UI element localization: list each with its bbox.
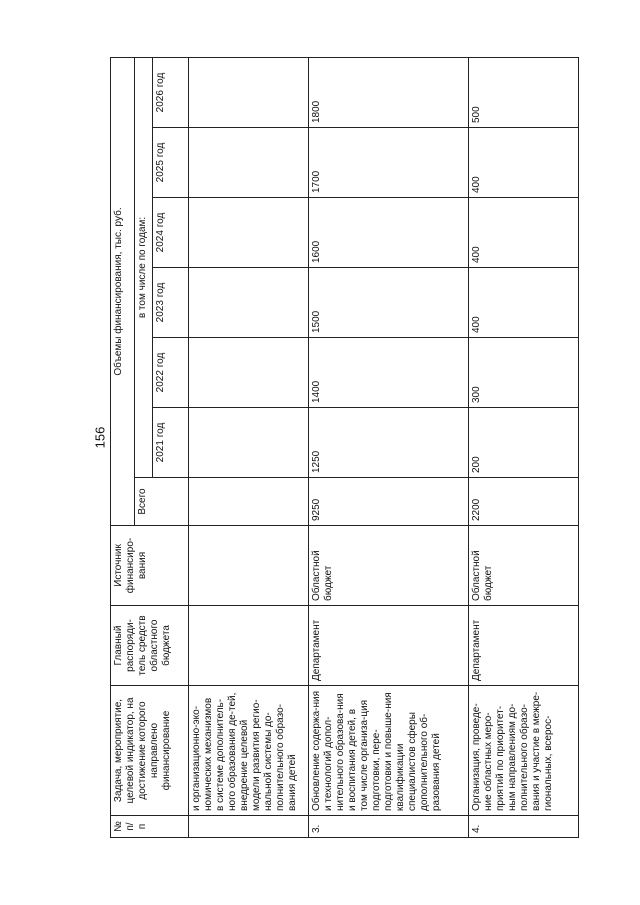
row-year-value: 1700 <box>309 128 469 198</box>
header-num: № п/п <box>111 816 189 838</box>
header-year: 2023 год <box>153 268 189 338</box>
row-year-value <box>189 268 309 338</box>
row-source <box>189 526 309 606</box>
header-total: Всего <box>135 478 189 526</box>
page-number: 156 <box>92 426 108 449</box>
row-task: и организационно-эко-номических механизмов в системе дополнитель-ного образования де-тей, внедрение целевой модели развития регио-нальной системы до-полнительного образо-вания детей <box>189 686 309 816</box>
row-year-value <box>189 198 309 268</box>
row-source: Областной бюджет <box>309 526 469 606</box>
row-year-value: 1500 <box>309 268 469 338</box>
row-year-value: 500 <box>469 57 579 127</box>
header-volumes: Объемы финансирования, тыс. руб. <box>111 57 135 525</box>
row-year-value: 300 <box>469 338 579 408</box>
row-year-value: 1400 <box>309 338 469 408</box>
row-year-value: 1800 <box>309 57 469 127</box>
table-row <box>469 57 579 837</box>
row-manager: Департамент <box>309 606 469 686</box>
row-year-value: 400 <box>469 268 579 338</box>
header-manager: Главный распоряди-тель средств областного бюджета <box>111 606 189 686</box>
row-year-value: 400 <box>469 128 579 198</box>
row-year-value: 200 <box>469 408 579 478</box>
row-year-value: 400 <box>469 198 579 268</box>
row-total <box>189 478 309 526</box>
row-year-value <box>189 57 309 127</box>
header-task: Задача, мероприятие, целевой индикатор, на достижение которого направлено финансирование <box>111 686 189 816</box>
row-manager <box>189 606 309 686</box>
row-num: 3. <box>309 816 469 838</box>
header-source: Источник финансиро-вания <box>111 526 189 606</box>
row-total: 2200 <box>469 478 579 526</box>
row-total: 9250 <box>309 478 469 526</box>
row-year-value <box>189 128 309 198</box>
header-year: 2021 год <box>153 408 189 478</box>
row-year-value <box>189 338 309 408</box>
row-num <box>189 816 309 838</box>
row-num: 4. <box>469 816 579 838</box>
financing-table <box>110 57 579 838</box>
header-year: 2025 год <box>153 128 189 198</box>
rotated-table-container <box>110 58 575 838</box>
row-task: Организация, проведе-ние областных меро-приятий по приоритет-ным направлениям до-полнительного образо-вания и участие в межре-гиональных, всерос- <box>469 686 579 816</box>
row-year-value: 1600 <box>309 198 469 268</box>
row-task: Обновление содержа-ния и технологий допол-нительного образова-ния и воспитания детей, в том числе организа-ция подготовки, пере-подготовки и повыше-ния квалификации специалистов сферы дополнительного об-разования детей <box>309 686 469 816</box>
row-year-value <box>189 408 309 478</box>
table-row <box>189 57 309 837</box>
table-row <box>309 57 469 837</box>
row-year-value: 1250 <box>309 408 469 478</box>
header-year: 2024 год <box>153 198 189 268</box>
header-by-years: в том числе по годам: <box>135 57 153 477</box>
header-year: 2026 год <box>153 57 189 127</box>
header-year: 2022 год <box>153 338 189 408</box>
row-source: Областной бюджет <box>469 526 579 606</box>
row-manager: Департамент <box>469 606 579 686</box>
